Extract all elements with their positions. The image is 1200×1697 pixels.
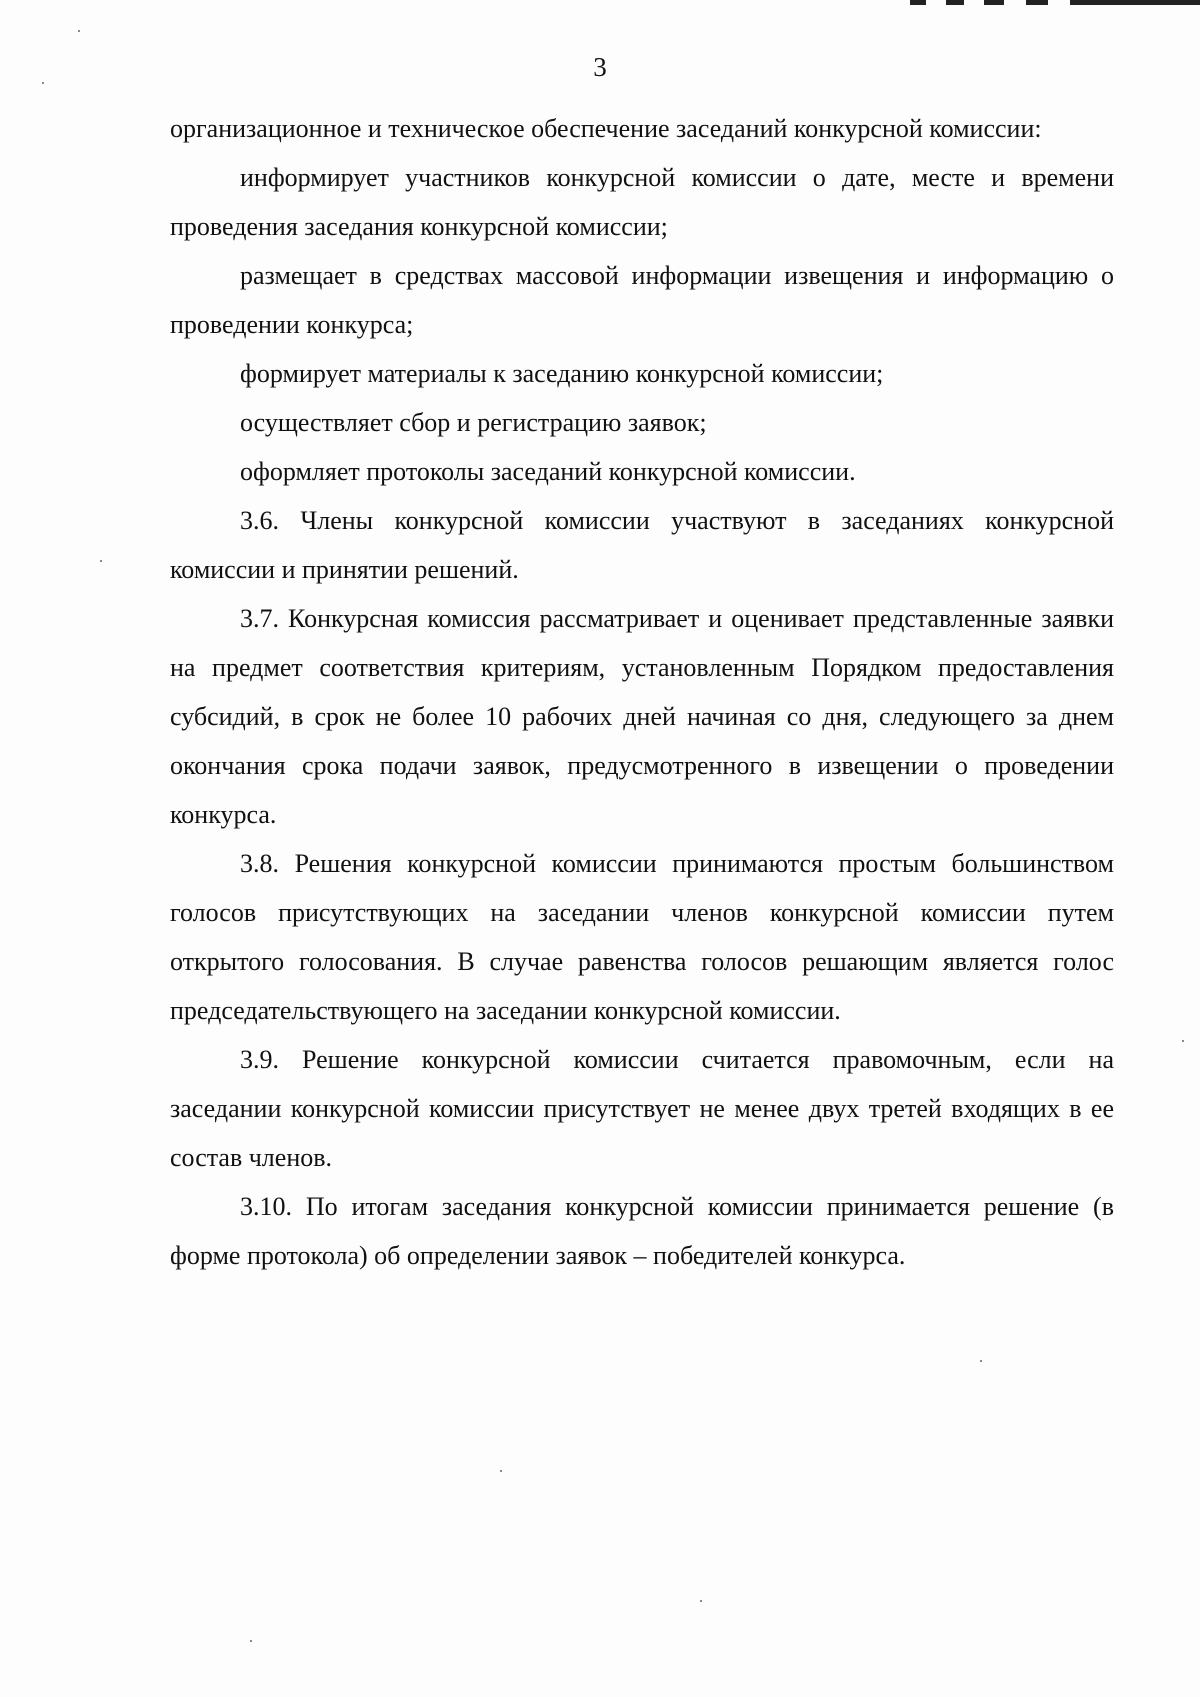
- paragraph-publishes-notices: размещает в средствах массовой информации извещения и информацию о проведении конкурса;: [170, 261, 1114, 339]
- paragraph-clause-3-10: 3.10. По итогам заседания конкурсной комиссии принимается решение (в форме протокола) об определении заявок – победителей конкурса.: [170, 1192, 1114, 1270]
- paragraph-clause-3-8: 3.8. Решения конкурсной комиссии принимаются простым большинством голосов присутствующих на заседании членов конкурсной комиссии путем открытого голосования. В случае равенства голосов решающим является голос председательствующего на заседании конкурсной комиссии.: [170, 849, 1114, 1025]
- paragraph-clause-3-9: 3.9. Решение конкурсной комиссии считается правомочным, если на заседании конкурсной комиссии присутствует не менее двух третей входящих в ее состав членов.: [170, 1045, 1114, 1172]
- scan-speck: [980, 1360, 982, 1362]
- page-number: 3: [593, 52, 607, 82]
- scan-speck: [1182, 1040, 1184, 1042]
- paragraph-informs-participants: информирует участников конкурсной комиссии о дате, месте и времени проведения заседания конкурсной комиссии;: [170, 163, 1114, 241]
- scan-speck: [42, 82, 44, 84]
- scan-speck: [78, 30, 80, 32]
- paragraph-collects-applications: осуществляет сбор и регистрацию заявок;: [240, 408, 707, 437]
- scan-speck: [500, 1470, 502, 1472]
- paragraph-prepares-materials: формирует материалы к заседанию конкурсной комиссии;: [240, 359, 884, 388]
- paragraph-drafts-protocols: оформляет протоколы заседаний конкурсной комиссии.: [240, 457, 856, 486]
- scan-speck: [250, 1640, 252, 1642]
- paragraph-organizational-support: организационное и техническое обеспечение заседаний конкурсной комиссии:: [170, 114, 1042, 143]
- paragraph-clause-3-6: 3.6. Члены конкурсной комиссии участвуют в заседаниях конкурсной комиссии и принятии решений.: [170, 506, 1114, 584]
- document-body: [170, 104, 1114, 1280]
- scan-edge-artifact: [910, 0, 1200, 6]
- scan-speck: [700, 1600, 702, 1602]
- paragraph-clause-3-7: 3.7. Конкурсная комиссия рассматривает и оценивает представленные заявки на предмет соответствия критериям, установленным Порядком предоставления субсидий, в срок не более 10 рабочих дней начиная со дня, следующего за днем окончания срока подачи заявок, предусмотренного в извещении о проведении конкурса.: [170, 604, 1114, 829]
- scan-speck: [100, 560, 102, 562]
